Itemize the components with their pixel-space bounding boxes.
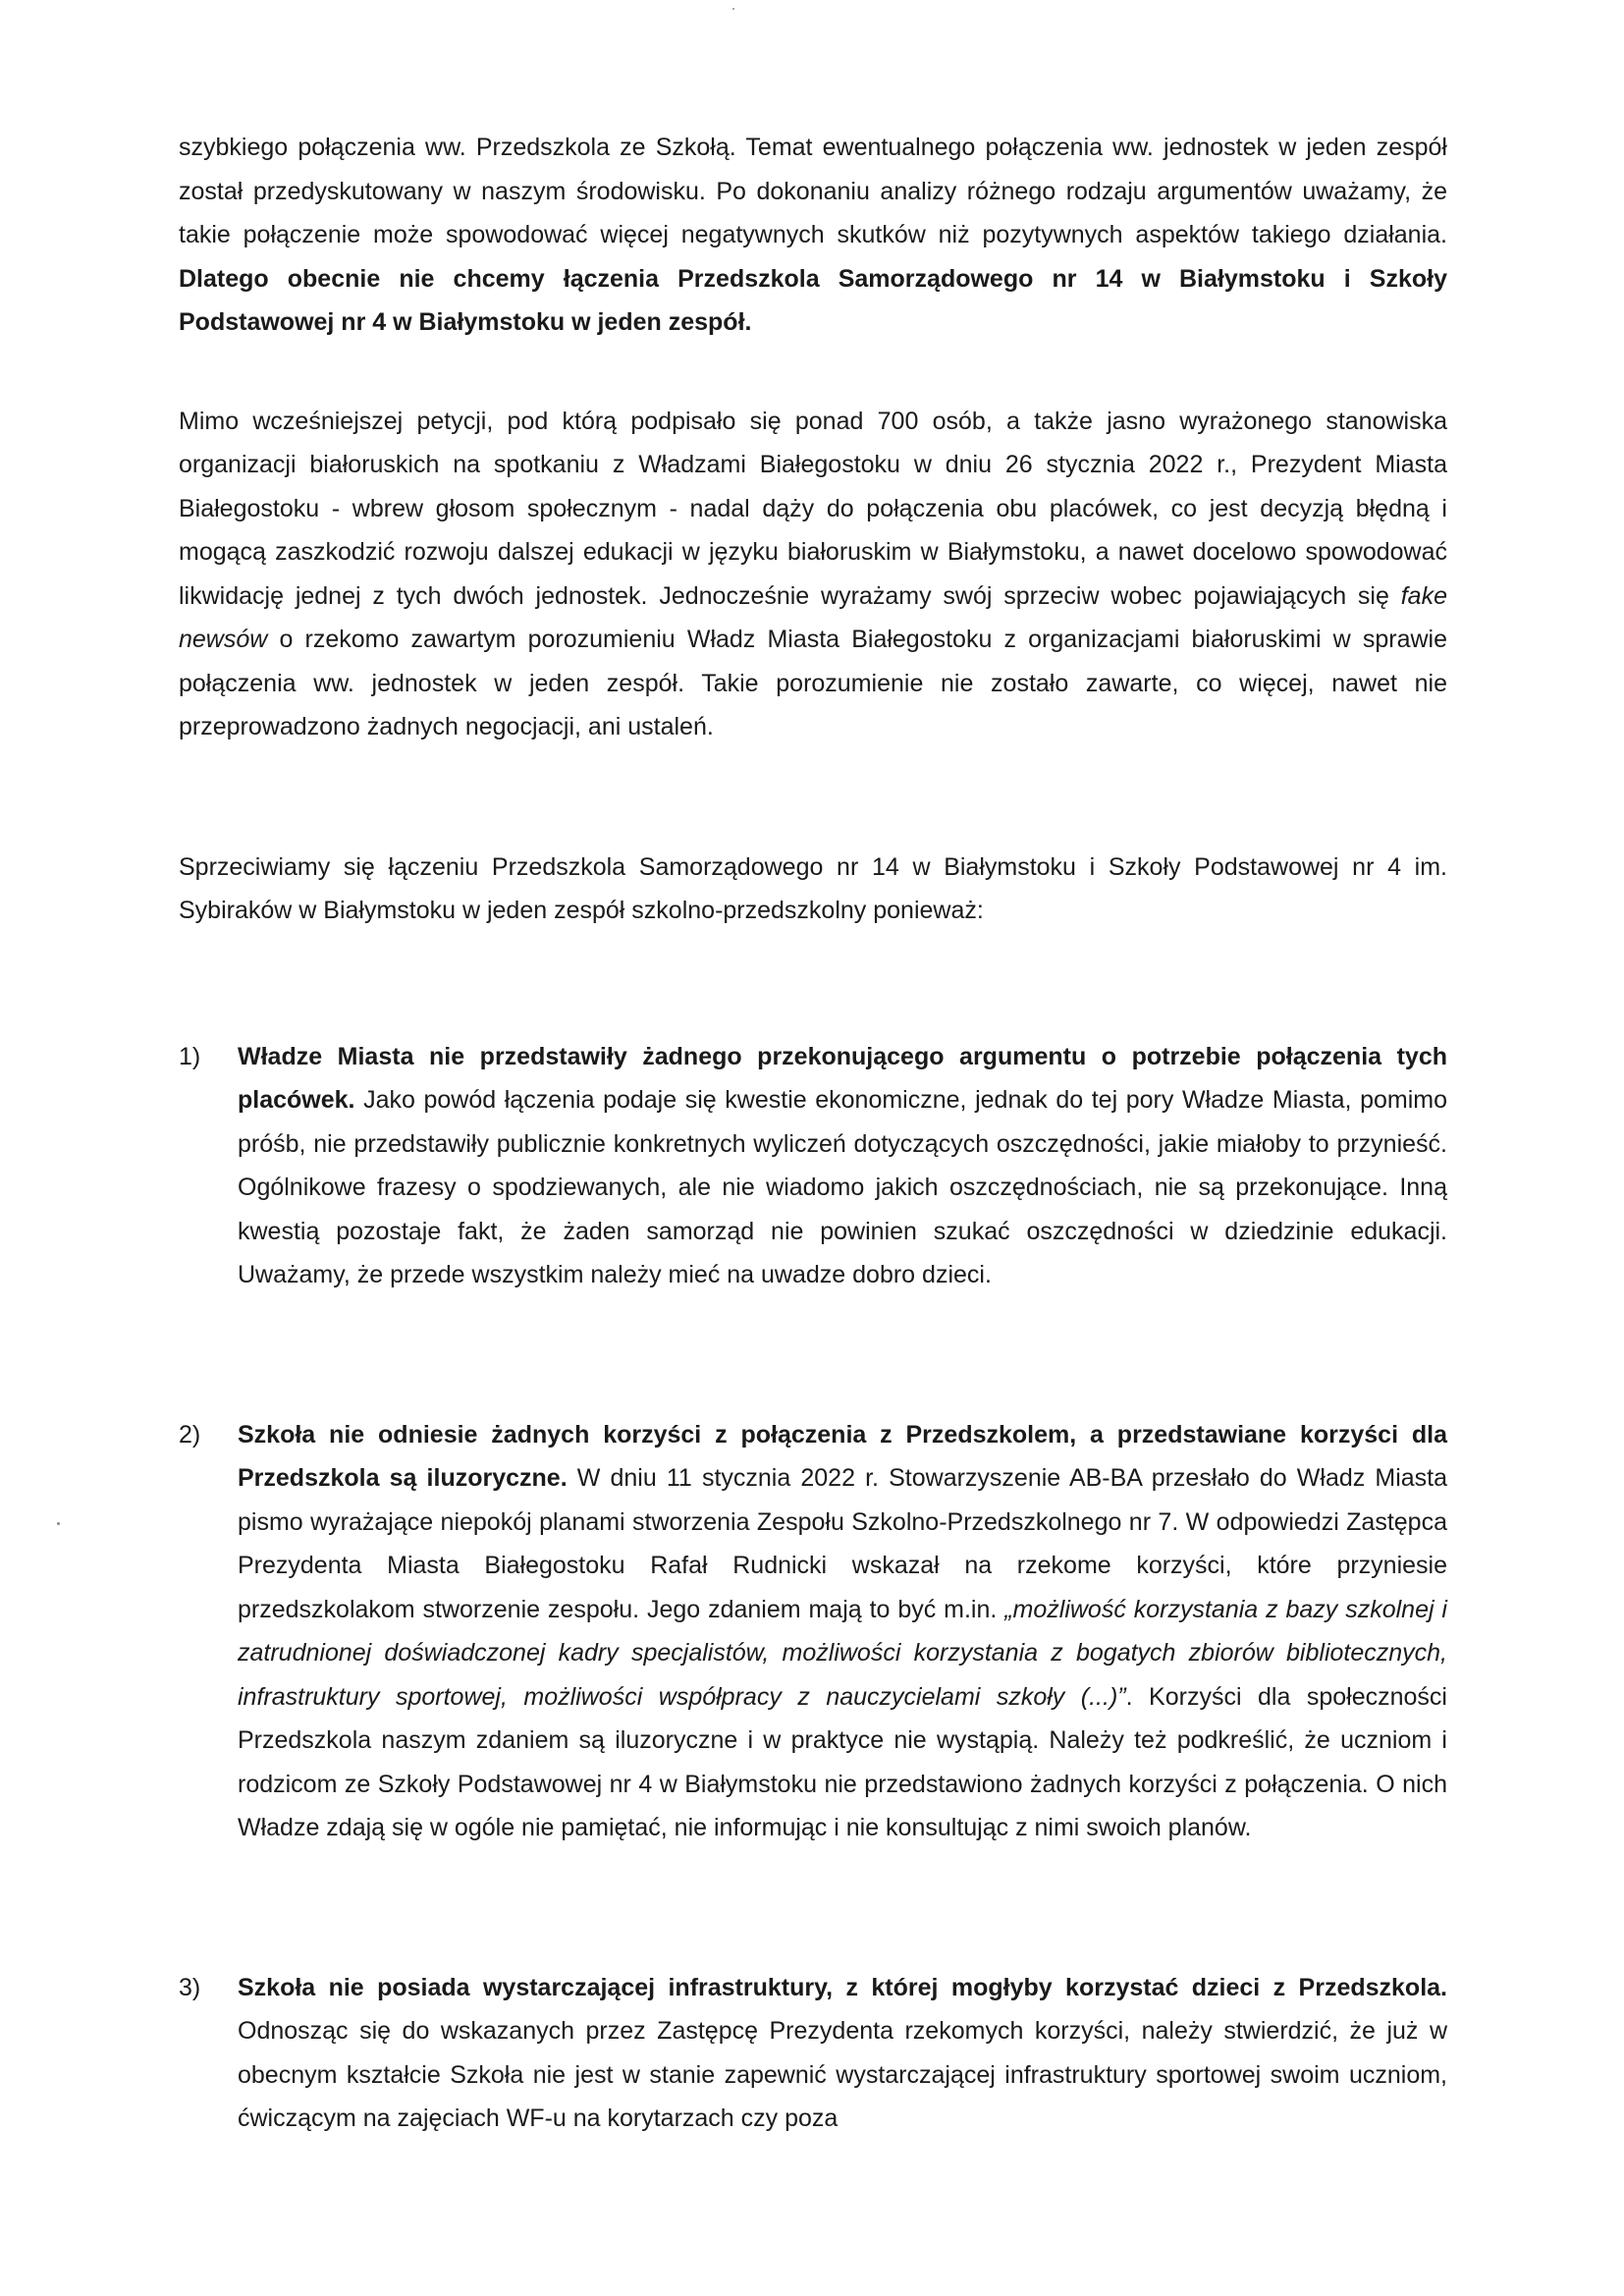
list-item-quote: „możliwość korzystania z bazy szkolnej i zatrudnionej doświadczonej kadry specjalistów, możliwości korzystania z bogatych zbiorów bibliotecznych, infrastruktury sportowej, możliwości współpracy z nauczycielami szkoły (...)” <box>238 1595 1447 1711</box>
scan-speck <box>732 8 734 10</box>
list-item-text <box>238 1966 1447 2141</box>
paragraph-bold-statement: Dlatego obecnie nie chcemy łączenia Przedszkola Samorządowego nr 14 w Białymstoku i Szkoły Podstawowej nr 4 w Białymstoku w jeden zespół. <box>179 264 1447 336</box>
paragraph-objection-intro: Sprzeciwiamy się łączeniu Przedszkola Samorządowego nr 14 w Białymstoku i Szkoły Podstawowej nr 4 im. Sybiraków w Białymstoku w jeden zespół szkolno-przedszkolny ponieważ: <box>179 852 1447 924</box>
paragraph-merger-discussion <box>179 126 1447 345</box>
list-item-number: 2) <box>179 1420 201 1449</box>
list-item-bold-heading: Szkoła nie posiada wystarczającej infrastruktury, z której mogłyby korzystać dzieci z Przedszkola. <box>238 1973 1447 2001</box>
paragraph-italic-term: fake newsów <box>179 581 1447 653</box>
scan-speck <box>57 1522 60 1525</box>
paragraph-text: o rzekomo zawartym porozumieniu Władz Miasta Białegostoku z organizacjami białoruskimi w sprawie połączenia ww. jednostek w jeden zespół. Takie porozumienie nie zostało zawarte, co więcej, nawet nie przeprowadzono żadnych negocjacji, ani ustaleń. <box>179 626 1447 740</box>
list-item-bold-heading: Szkoła nie odniesie żadnych korzyści z połączenia z Przedszkolem, a przedstawiane korzyści dla Przedszkola są iluzoryczne. <box>238 1420 1447 1492</box>
list-item-body: Jako powód łączenia podaje się kwestie ekonomiczne, jednak do tej pory Władze Miasta, pomimo próśb, nie przedstawiły publicznie konkretnych wyliczeń dotyczących oszczędności, jakie miałoby to przynieść. Ogólnikowe frazesy o spodziewanych, ale nie wiadomo jakich oszczędnościach, nie są przekonujące. Inną kwestią pozostaje fakt, że żaden samorząd nie powinien szukać oszczędności w dziedzinie edukacji. Uważamy, że przede wszystkim należy mieć na uwadze dobro dzieci. <box>238 1086 1447 1288</box>
list-item-number: 1) <box>179 1042 201 1070</box>
list-item-body: . Korzyści dla społeczności Przedszkola naszym zdaniem są iluzoryczne i w praktyce nie wystąpią. Należy też podkreślić, że uczniom i rodzicom ze Szkoły Podstawowej nr 4 w Białymstoku nie przedstawiono żadnych korzyści z połączenia. O nich Władze zdają się w ogóle nie pamiętać, nie informując i nie konsultując z nimi swoich planów. <box>238 1682 1447 1841</box>
list-item-body: W dniu 11 stycznia 2022 r. Stowarzyszenie AB-BA przesłało do Władz Miasta pismo wyrażające niepokój planami stworzenia Zespołu Szkolno-Przedszkolnego nr 7. W odpowiedzi Zastępca Prezydenta Miasta Białegostoku Rafał Rudnicki wskazał na rzekome korzyści, które przyniesie przedszkolakom stworzenie zespołu. Jego zdaniem mają to być m.in. <box>238 1464 1448 1623</box>
list-item-bold-heading: Władze Miasta nie przedstawiły żadnego przekonującego argumentu o potrzebie połączenia tych placówek. <box>238 1042 1447 1114</box>
list-item-3 <box>179 1966 1447 2141</box>
list-item-2 <box>179 1413 1447 1850</box>
list-item-text <box>238 1413 1447 1850</box>
list-item-1 <box>179 1035 1447 1297</box>
paragraph-petition <box>179 400 1447 749</box>
list-item-body: Odnosząc się do wskazanych przez Zastępcę Prezydenta rzekomych korzyści, należy stwierdzić, że już w obecnym kształcie Szkoła nie jest w stanie zapewnić wystarczającej infrastruktury sportowej swoim uczniom, ćwiczącym na zajęciach WF-u na korytarzach czy poza <box>238 2017 1447 2132</box>
paragraph-text: Mimo wcześniejszej petycji, pod którą podpisało się ponad 700 osób, a także jasno wyrażonego stanowiska organizacji białoruskich na spotkaniu z Władzami Białegostoku w dniu 26 stycznia 2022 r., Prezydent Miasta Białegostoku - wbrew głosom społecznym - nadal dąży do połączenia obu placówek, co jest decyzją błędną i mogącą zaszkodzić rozwoju dalszej edukacji w języku białoruskim w Białymstoku, a nawet docelowo spowodować likwidację jednej z tych dwóch jednostek. Jednocześnie wyrażamy swój sprzeciw wobec pojawiających się <box>179 407 1447 610</box>
document-body <box>179 126 1447 2141</box>
paragraph-text: szybkiego połączenia ww. Przedszkola ze Szkołą. Temat ewentualnego połączenia ww. jednostek w jeden zespół został przedyskutowany w naszym środowisku. Po dokonaniu analizy różnego rodzaju argumentów uważamy, że takie połączenie może spowodować więcej negatywnych skutków niż pozytywnych aspektów takiego działania. <box>179 134 1447 248</box>
list-item-text <box>238 1035 1447 1297</box>
list-item-number: 3) <box>179 1973 201 2001</box>
